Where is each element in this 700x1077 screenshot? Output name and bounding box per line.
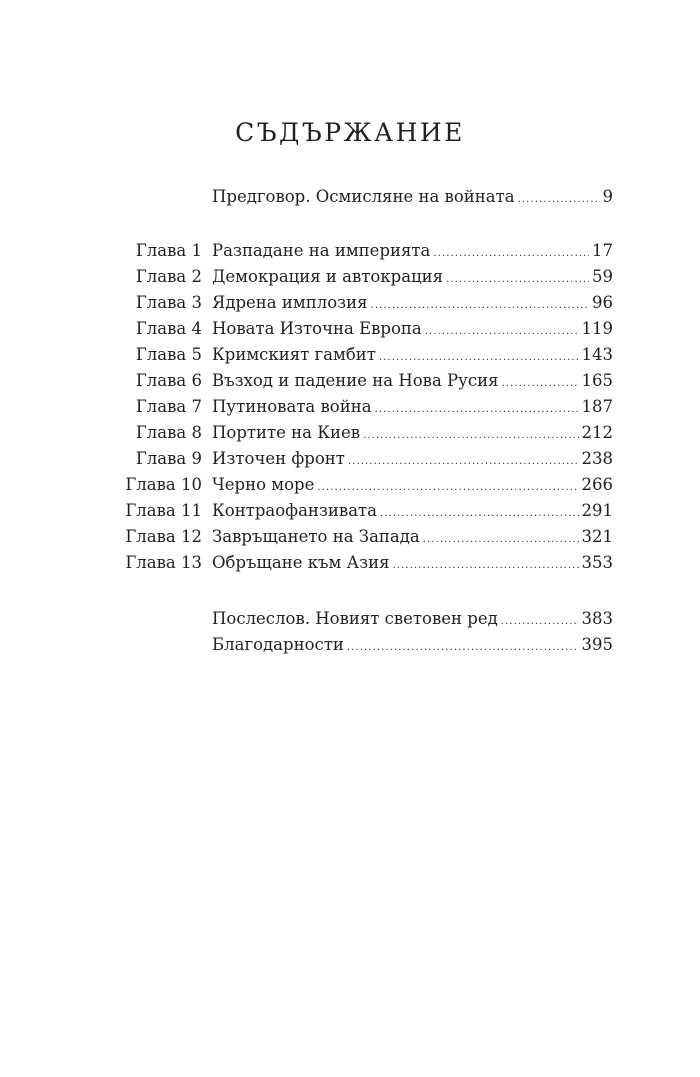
- page-number: 59: [592, 267, 613, 286]
- page-number: 143: [581, 345, 613, 364]
- page-number: 266: [581, 475, 613, 494]
- page-number: 238: [581, 449, 613, 468]
- entry-title: Кримският гамбит: [212, 345, 376, 364]
- entry-title: Контраофанзивата: [212, 501, 377, 520]
- chapter-label: Глава 12: [125, 527, 202, 546]
- toc-entry: [212, 394, 613, 423]
- toc-entry-chapter-5[interactable]: [0, 342, 700, 368]
- toc-entry-chapter-2[interactable]: [0, 264, 700, 290]
- entry-title: Новата Източна Европа: [212, 319, 422, 338]
- chapter-label: Глава 3: [135, 293, 202, 312]
- toc-entry-chapter-8[interactable]: [0, 420, 700, 446]
- toc-entry: [212, 290, 613, 319]
- toc-entry: [212, 606, 613, 635]
- toc-entry-chapter-1[interactable]: [0, 238, 700, 264]
- chapter-label: Глава 9: [135, 449, 202, 468]
- chapter-label: Глава 1: [135, 241, 202, 260]
- page-number: 187: [581, 397, 613, 416]
- toc-backmatter-block: [0, 606, 700, 658]
- chapter-label: Глава 10: [125, 475, 202, 494]
- chapter-label: Глава 8: [135, 423, 202, 442]
- toc-entry-chapter-7[interactable]: [0, 394, 700, 420]
- toc-entry-chapter-4[interactable]: [0, 316, 700, 342]
- entry-title: Разпадане на империята: [212, 241, 431, 260]
- toc-entry-chapter-3[interactable]: [0, 290, 700, 316]
- toc-entry: [212, 446, 613, 475]
- entry-title: Путиновата война: [212, 397, 372, 416]
- chapter-label: Глава 7: [135, 397, 202, 416]
- entry-title: Възход и падение на Нова Русия: [212, 371, 499, 390]
- toc-entry: [212, 498, 613, 527]
- entry-title: Завръщането на Запада: [212, 527, 420, 546]
- entry-title: Обръщане към Азия: [212, 553, 390, 572]
- entry-title: Послеслов. Новият световен ред: [212, 609, 498, 628]
- page-number: 353: [581, 553, 613, 572]
- toc-entry: [212, 550, 613, 579]
- chapter-label: Глава 6: [135, 371, 202, 390]
- page-number: 96: [592, 293, 613, 312]
- toc-entry: [212, 264, 613, 293]
- toc-entry: [212, 342, 613, 371]
- toc-entry-chapter-13[interactable]: [0, 550, 700, 576]
- chapter-label: Глава 11: [125, 501, 202, 520]
- page-number: 383: [581, 609, 613, 628]
- toc-entry-afterword[interactable]: [0, 606, 700, 632]
- page-number: 119: [581, 319, 613, 338]
- page-number: 9: [602, 187, 613, 206]
- toc-entry: [212, 472, 613, 501]
- toc-chapters-block: [0, 238, 700, 576]
- page-number: 291: [581, 501, 613, 520]
- entry-title: Портите на Киев: [212, 423, 361, 442]
- entry-title: Ядрена имплозия: [212, 293, 368, 312]
- toc-entry: [212, 238, 613, 267]
- dot-leader: [518, 187, 600, 213]
- chapter-label: Глава 4: [135, 319, 202, 338]
- entry-title: Черно море: [212, 475, 315, 494]
- toc-entry-chapter-11[interactable]: [0, 498, 700, 524]
- entry-title: Благодарности: [212, 635, 344, 654]
- toc-preface-block: [0, 184, 700, 210]
- page-title: СЪДЪРЖАНИЕ: [235, 117, 465, 147]
- page-number: 395: [581, 635, 613, 654]
- toc-entry-chapter-10[interactable]: [0, 472, 700, 498]
- toc-entry: [212, 368, 613, 397]
- page-number: 17: [592, 241, 613, 260]
- entry-title: Предговор. Осмисляне на войната: [212, 187, 515, 206]
- toc-entry-acknowledgements[interactable]: [0, 632, 700, 658]
- toc-entry: [212, 316, 613, 345]
- toc-entry: [212, 524, 613, 553]
- toc-entry-chapter-12[interactable]: [0, 524, 700, 550]
- entry-title: Източен фронт: [212, 449, 345, 468]
- page-number: 212: [581, 423, 613, 442]
- dot-leader: [347, 635, 579, 661]
- chapter-label: Глава 2: [135, 267, 202, 286]
- chapter-label: Глава 13: [125, 553, 202, 572]
- chapter-label: Глава 5: [135, 345, 202, 364]
- toc-entry-chapter-6[interactable]: [0, 368, 700, 394]
- toc-entry-chapter-9[interactable]: [0, 446, 700, 472]
- entry-title: Демокрация и автокрация: [212, 267, 444, 286]
- toc-entry: [212, 420, 613, 449]
- page-number: 321: [581, 527, 613, 546]
- toc-entry: [212, 632, 613, 661]
- toc-entry-preface[interactable]: [0, 184, 700, 210]
- toc-entry: [212, 184, 613, 213]
- page-number: 165: [581, 371, 613, 390]
- dot-leader: [393, 553, 579, 579]
